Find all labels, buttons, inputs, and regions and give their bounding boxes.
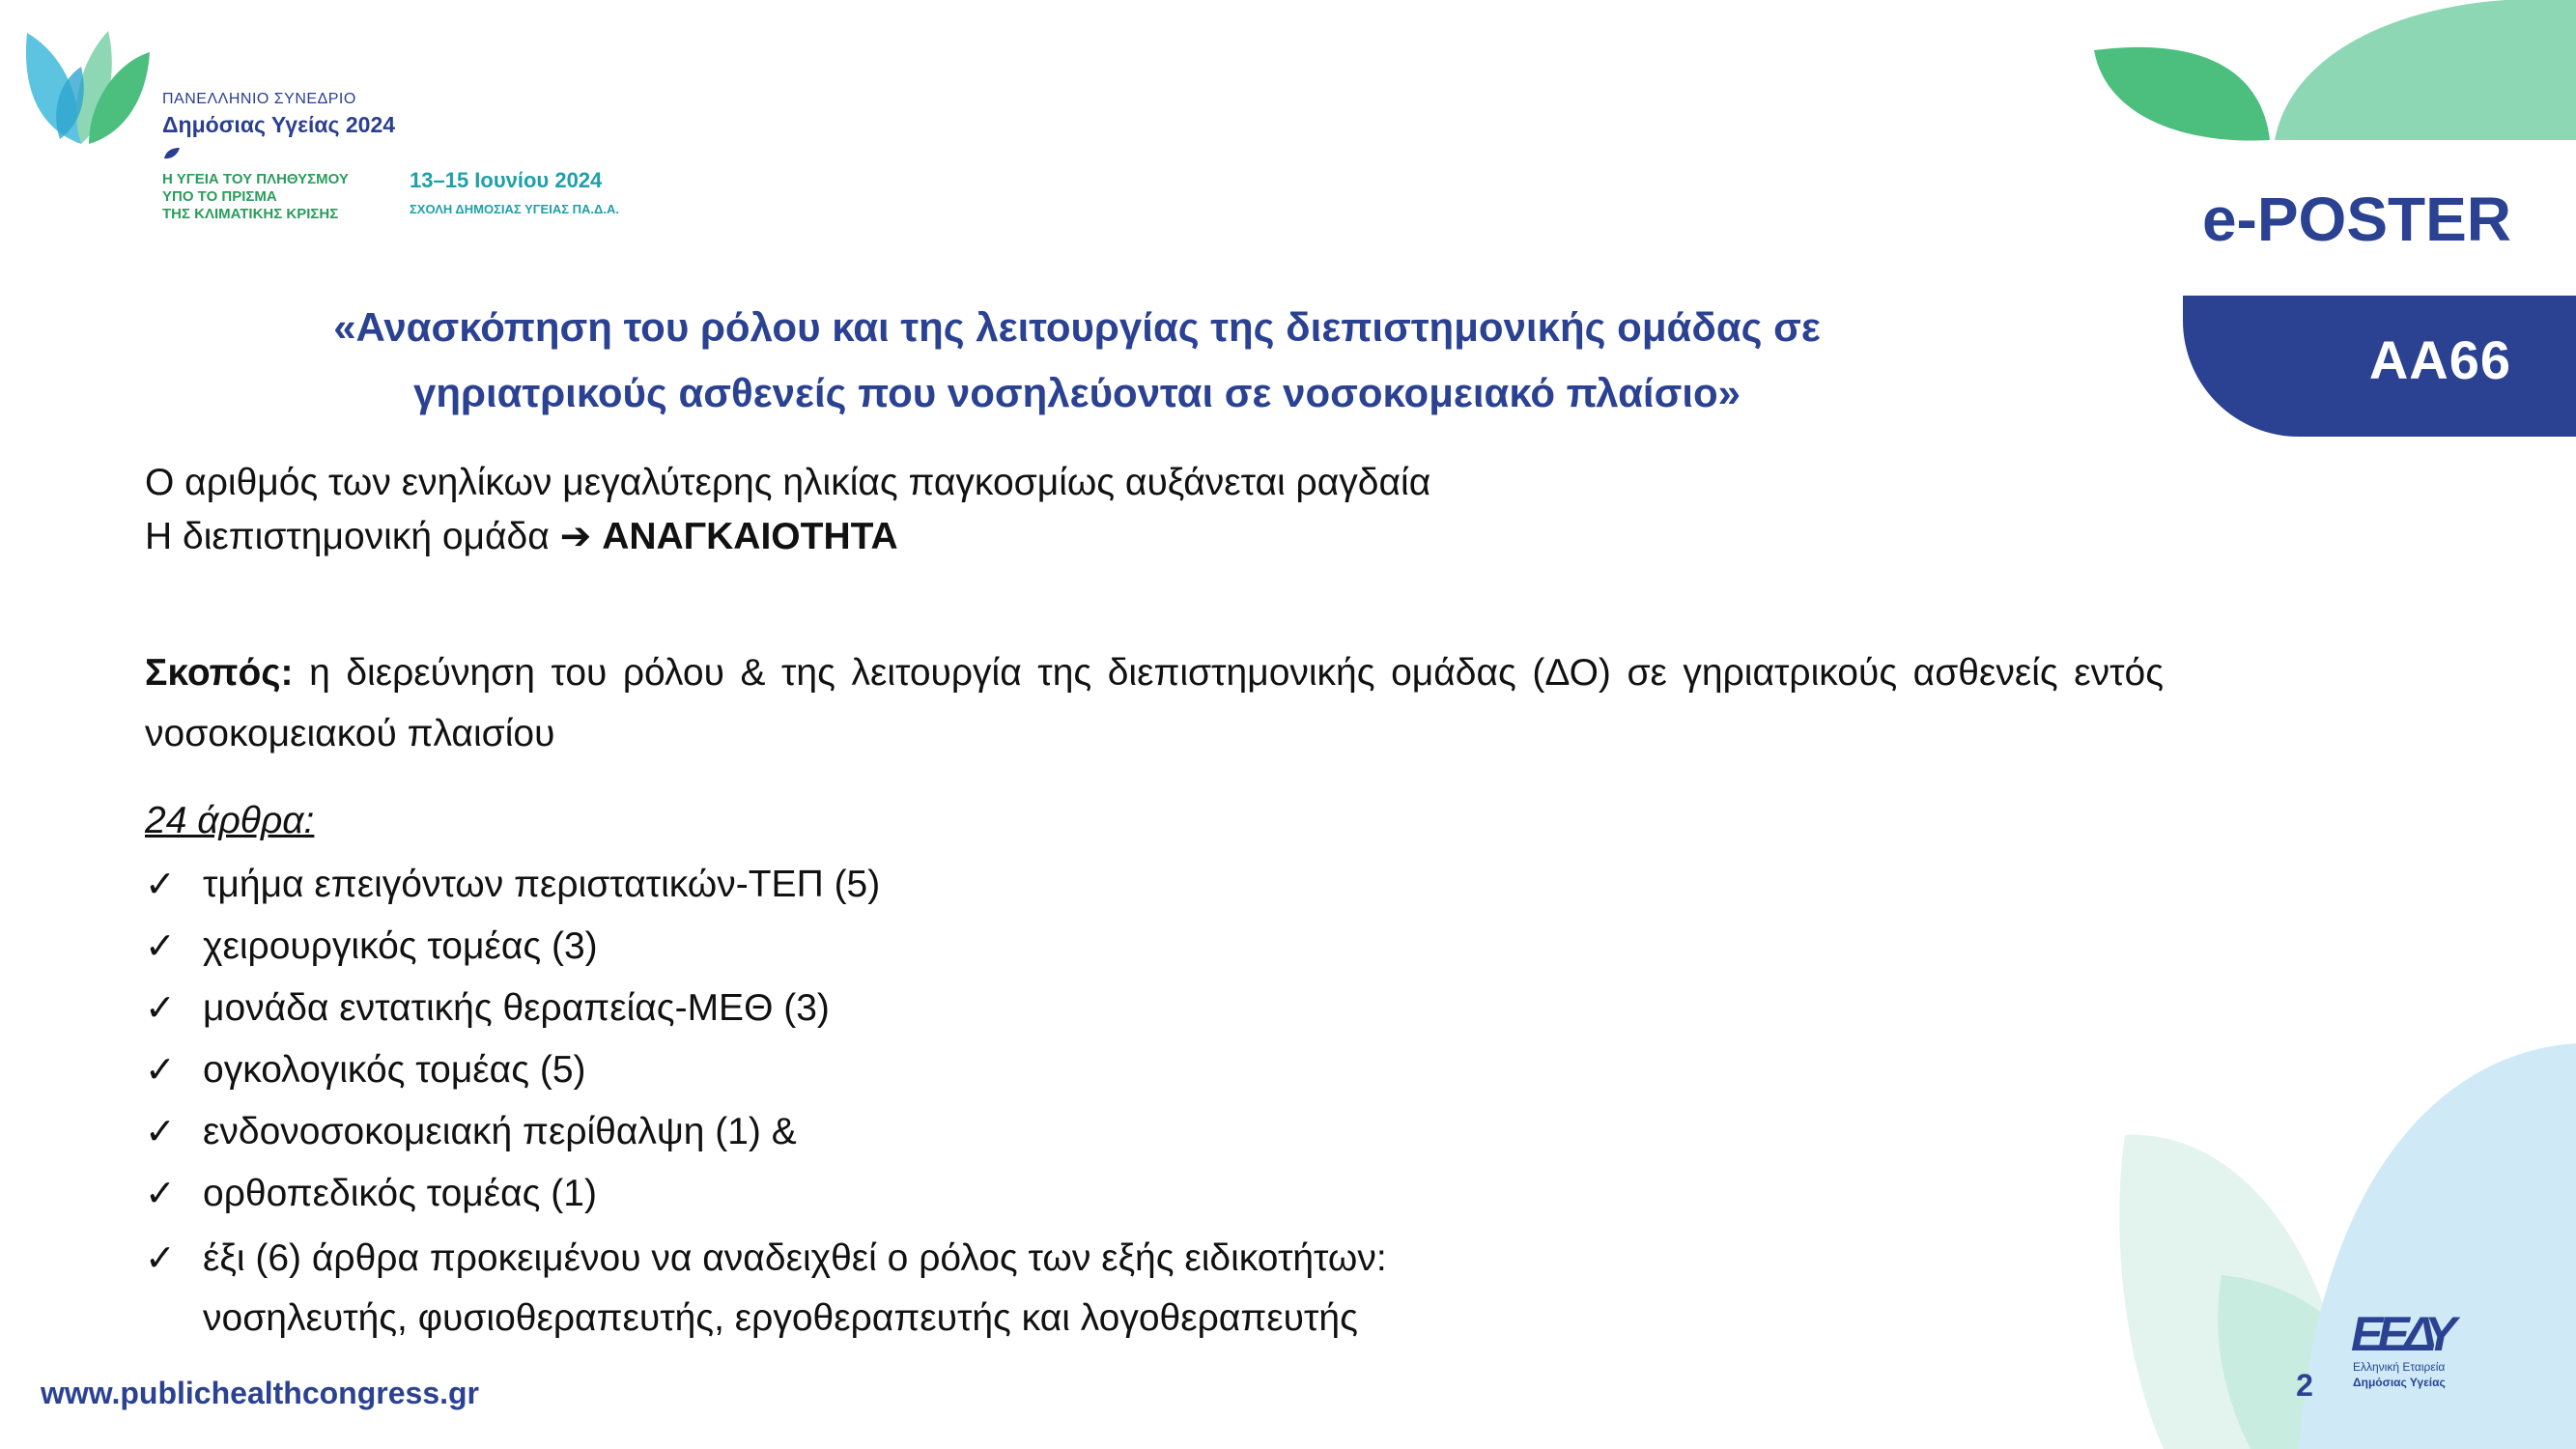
website-link[interactable]: www.publichealthcongress.gr	[41, 1376, 479, 1410]
list-item-text	[203, 1229, 1387, 1349]
logo-theme-line2: ΥΠΟ ΤΟ ΠΡΙΣΜΑ	[162, 188, 277, 205]
aim-section	[145, 642, 2164, 764]
aim-label: Σκοπός:	[145, 652, 294, 694]
checkmark-icon: ✓	[145, 1112, 176, 1152]
page-number: 2	[2296, 1368, 2313, 1403]
society-logo	[2347, 1306, 2473, 1403]
list-item	[145, 858, 2173, 920]
intro-line1: Ο αριθμός των ενηλίκων μεγαλύτερης ηλικίας παγκοσμίως αυξάνεται ραγδαία	[145, 462, 1431, 503]
logo-congress-line: ΠΑΝΕΛΛΗΝΙΟ ΣΥΝΕΔΡΙΟ	[162, 91, 356, 107]
list-item	[145, 1167, 2173, 1229]
small-leaf-icon	[162, 147, 182, 160]
congress-logo	[21, 23, 678, 236]
list-item-text: τμήμα επειγόντων περιστατικών-ΤΕΠ (5)	[203, 864, 881, 905]
aim-text: η διερεύνηση του ρόλου & της λειτουργία της διεπιστημονικής ομάδας (ΔΟ) σε γηριατρικούς ασθενείς εντός νοσοκομειακού πλαισίου	[145, 652, 2164, 754]
list-item-text: ογκολογικός τομέας (5)	[203, 1049, 586, 1091]
logo-congress-name: Δημόσιας Υγείας 2024	[162, 112, 396, 137]
society-logo-line1: Ελληνική Εταιρεία	[2353, 1360, 2446, 1374]
intro-line2	[145, 510, 2173, 564]
society-logo-letters: ΕΕΔΥ	[2351, 1307, 2451, 1361]
poster-code: ΑΑ66	[2368, 329, 2511, 390]
logo-school: ΣΧΟΛΗ ΔΗΜΟΣΙΑΣ ΥΓΕΙΑΣ ΠΑ.Δ.Α.	[410, 202, 619, 216]
articles-heading: 24 άρθρα:	[145, 800, 315, 841]
logo-theme-line1: Η ΥΓΕΙΑ ΤΟΥ ΠΛΗΘΥΣΜΟΥ	[162, 171, 349, 187]
list-item	[145, 981, 2173, 1043]
logo-theme-line3: ΤΗΣ ΚΛΙΜΑΤΙΚΗΣ ΚΡΙΣΗΣ	[162, 206, 339, 222]
list-item	[145, 920, 2173, 981]
society-logo-line2: Δημόσιας Υγείας	[2353, 1376, 2446, 1389]
intro-section	[145, 456, 2173, 564]
checkmark-icon: ✓	[145, 1174, 176, 1214]
checkmark-icon: ✓	[145, 988, 176, 1029]
eposter-label: e-POSTER	[2201, 185, 2511, 254]
list-item	[145, 1105, 2173, 1167]
list-item	[145, 1229, 2173, 1349]
list-item-line2: νοσηλευτής, φυσιοθεραπευτής, εργοθεραπευτής και λογοθεραπευτής	[203, 1297, 1358, 1339]
leaf-emblem-icon	[21, 23, 152, 149]
list-item	[145, 1043, 2173, 1105]
title-line1: «Ανασκόπηση του ρόλου και της λειτουργίας της διεπιστημονικής ομάδας σε	[333, 304, 1821, 350]
list-item-text: μονάδα εντατικής θεραπείας-ΜΕΘ (3)	[203, 987, 830, 1029]
poster-title	[193, 295, 1961, 426]
list-item-text: χειρουργικός τομέας (3)	[203, 925, 598, 967]
logo-dates: 13–15 Ιουνίου 2024	[410, 168, 603, 192]
decorative-leaves-top	[2067, 0, 2576, 145]
checkmark-icon: ✓	[145, 1050, 176, 1091]
intro-line2-prefix: Η διεπιστημονική ομάδα	[145, 516, 550, 557]
arrow-right-icon: ➔	[559, 516, 592, 557]
checkmark-icon: ✓	[145, 1238, 176, 1279]
decorative-leaves-bottom	[2106, 1043, 2576, 1449]
checkmark-icon: ✓	[145, 926, 176, 967]
intro-emphasis: ΑΝΑΓΚΑΙΟΤΗΤΑ	[602, 516, 898, 557]
articles-list	[145, 858, 2173, 1349]
list-item-text: ενδονοσοκομειακή περίθαλψη (1) &	[203, 1111, 797, 1152]
checkmark-icon: ✓	[145, 865, 176, 905]
list-item-line1: έξι (6) άρθρα προκειμένου να αναδειχθεί ο ρόλος των εξής ειδικοτήτων:	[203, 1237, 1387, 1279]
title-line2: γηριατρικούς ασθενείς που νοσηλεύονται σε νοσοκομειακό πλαίσιο»	[412, 370, 1741, 415]
list-item-text: ορθοπεδικός τομέας (1)	[203, 1173, 597, 1214]
